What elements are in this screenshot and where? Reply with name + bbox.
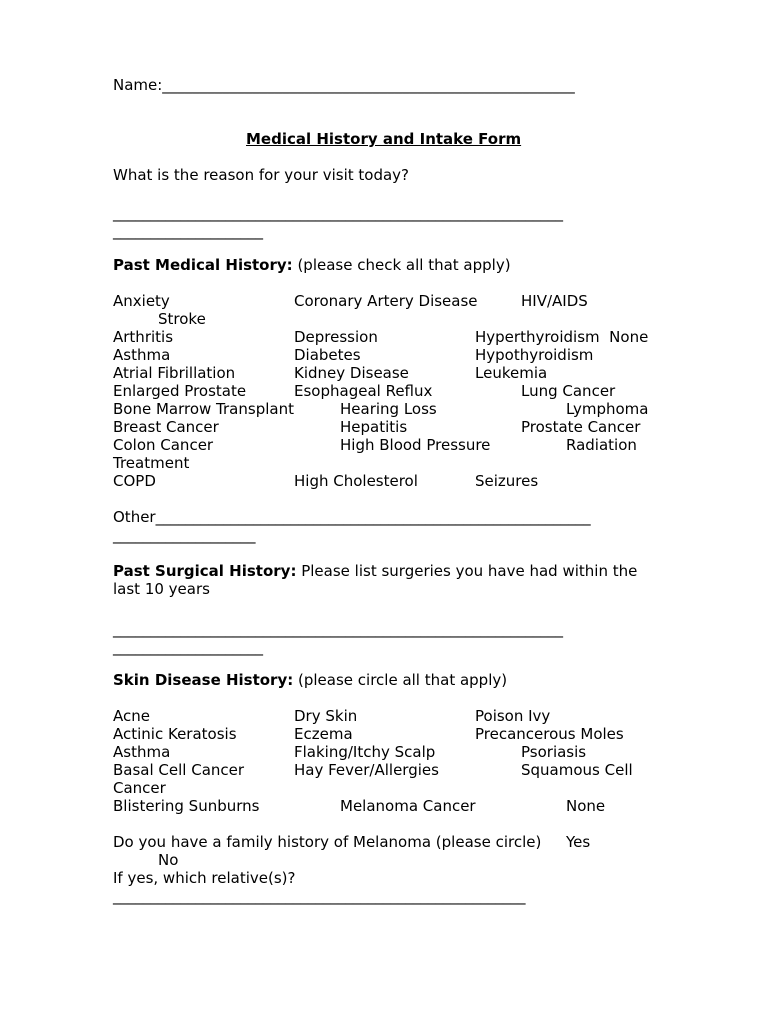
condition-stroke[interactable]: Stroke [158,310,206,328]
skin-flaking-itchy-scalp[interactable]: Flaking/Itchy Scalp [294,743,436,761]
condition-hyperthyroidism-none[interactable]: Hyperthyroidism None [475,328,649,346]
skin-poison-ivy[interactable]: Poison Ivy [475,707,551,725]
surgery-line-2[interactable]: ____________________ [113,638,263,656]
past-surgical-instruction: Please list surgeries you have had within the [296,562,638,580]
past-medical-heading: Past Medical History: [113,256,293,274]
condition-enlarged-prostate[interactable]: Enlarged Prostate [113,382,247,400]
form-title: Medical History and Intake Form [246,130,522,148]
name-field-line[interactable]: Name:_______________________________________________________ [113,76,575,94]
skin-asthma[interactable]: Asthma [113,743,171,761]
relatives-field-line[interactable]: _______________________________________________________ [113,887,526,905]
condition-depression[interactable]: Depression [294,328,378,346]
past-medical-heading-line [113,256,511,274]
skin-disease-instruction: (please circle all that apply) [293,671,508,689]
condition-hypothyroidism[interactable]: Hypothyroidism [475,346,594,364]
condition-atrial-fibrillation[interactable]: Atrial Fibrillation [113,364,236,382]
surgery-line-1[interactable]: ____________________________________________________________ [113,620,563,638]
condition-hearing-loss[interactable]: Hearing Loss [340,400,437,418]
skin-hay-fever-allergies[interactable]: Hay Fever/Allergies [294,761,439,779]
skin-blistering-sunburns[interactable]: Blistering Sunburns [113,797,260,815]
skin-none[interactable]: None [566,797,606,815]
other-field-line-1[interactable]: Other__________________________________________________________ [113,508,591,526]
visit-reason-question: What is the reason for your visit today? [113,166,410,184]
skin-squamous-cell[interactable]: Squamous Cell [521,761,633,779]
past-surgical-heading: Past Surgical History: [113,562,297,580]
skin-eczema[interactable]: Eczema [294,725,353,743]
family-history-yes[interactable]: Yes [566,833,591,851]
skin-basal-cell-cancer[interactable]: Basal Cell Cancer [113,761,245,779]
past-medical-instruction: (please check all that apply) [292,256,511,274]
condition-kidney-disease[interactable]: Kidney Disease [294,364,409,382]
skin-psoriasis[interactable]: Psoriasis [521,743,587,761]
condition-prostate-cancer[interactable]: Prostate Cancer [521,418,641,436]
visit-reason-line-2[interactable]: ____________________ [113,222,263,240]
condition-hepatitis[interactable]: Hepatitis [340,418,408,436]
skin-disease-heading: Skin Disease History: [113,671,294,689]
past-surgical-instruction-cont: last 10 years [113,580,210,598]
skin-acne[interactable]: Acne [113,707,150,725]
condition-hiv-aids[interactable]: HIV/AIDS [521,292,588,310]
condition-leukemia[interactable]: Leukemia [475,364,548,382]
skin-squamous-cell-cancer[interactable]: Cancer [113,779,166,797]
skin-precancerous-moles[interactable]: Precancerous Moles [475,725,624,743]
condition-asthma[interactable]: Asthma [113,346,171,364]
condition-radiation-treatment[interactable]: Treatment [113,454,190,472]
condition-colon-cancer[interactable]: Colon Cancer [113,436,214,454]
condition-esophageal-reflux[interactable]: Esophageal Reflux [294,382,433,400]
family-history-no[interactable]: No [158,851,179,869]
condition-anxiety[interactable]: Anxiety [113,292,170,310]
condition-diabetes[interactable]: Diabetes [294,346,361,364]
condition-breast-cancer[interactable]: Breast Cancer [113,418,219,436]
condition-high-cholesterol[interactable]: High Cholesterol [294,472,418,490]
past-surgical-heading-line [113,562,637,580]
condition-coronary-artery-disease[interactable]: Coronary Artery Disease [294,292,478,310]
condition-lymphoma[interactable]: Lymphoma [566,400,649,418]
skin-actinic-keratosis[interactable]: Actinic Keratosis [113,725,237,743]
skin-dry-skin[interactable]: Dry Skin [294,707,358,725]
condition-bone-marrow-transplant[interactable]: Bone Marrow Transplant [113,400,294,418]
family-history-question: Do you have a family history of Melanoma (please circle) [113,833,542,851]
skin-melanoma-cancer[interactable]: Melanoma Cancer [340,797,476,815]
other-field-line-2[interactable]: ___________________ [113,526,256,544]
condition-lung-cancer[interactable]: Lung Cancer [521,382,616,400]
visit-reason-line-1[interactable]: ____________________________________________________________ [113,204,563,222]
condition-arthritis[interactable]: Arthritis [113,328,174,346]
condition-radiation[interactable]: Radiation [566,436,637,454]
relatives-question: If yes, which relative(s)? [113,869,296,887]
condition-high-blood-pressure[interactable]: High Blood Pressure [340,436,491,454]
condition-seizures[interactable]: Seizures [475,472,539,490]
skin-disease-heading-line [113,671,507,689]
condition-copd[interactable]: COPD [113,472,156,490]
